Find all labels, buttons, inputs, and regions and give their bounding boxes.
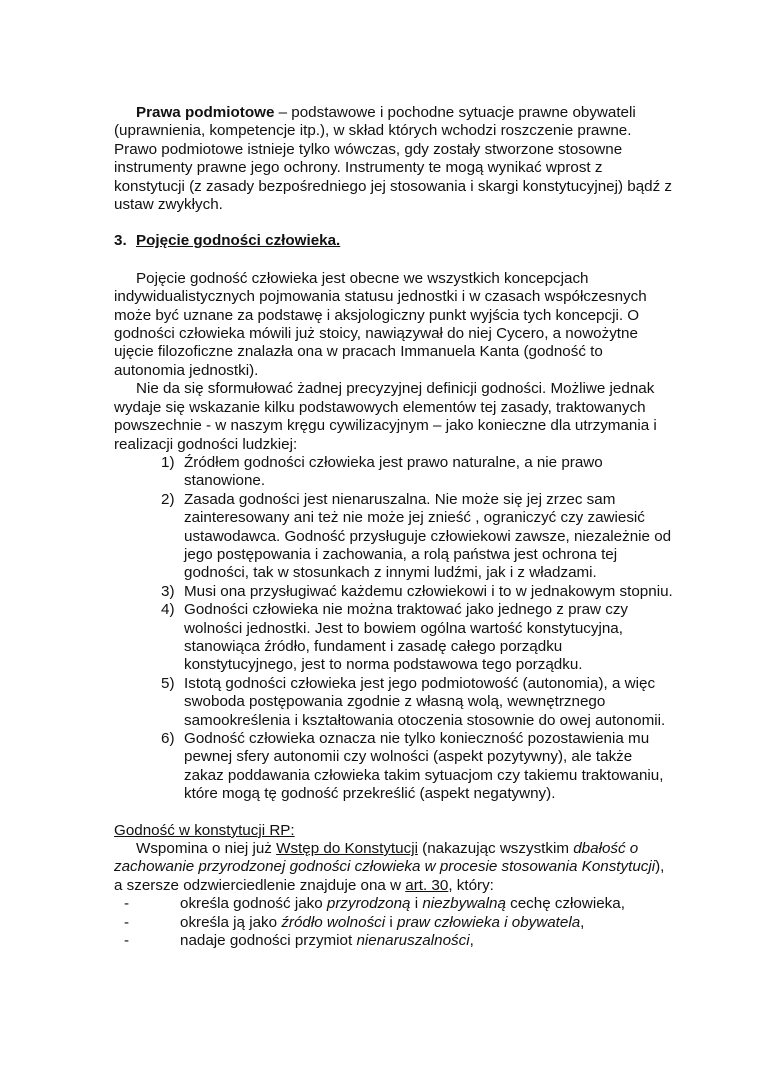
list-item-text: Zasada godności jest nienaruszalna. Nie może się jej zrzec sam zainteresowany ani też nie może jej znieść , ograniczyć czy zawiesić ustawodawca. Godność przysługuje człowiekowi zawsze, niezależnie od jego postępowania i zachowania, a rolą państwa jest ochrona tej godności, tak w stosunkach z innymi ludźmi, jak i z władzami.: [184, 490, 672, 582]
dash-text: nadaje godności przymiot: [180, 932, 357, 950]
list-item-text: Musi ona przysługiwać każdemu człowiekowi i to w jednakowym stopniu.: [184, 582, 673, 600]
dash-text: określa ją jako: [180, 913, 282, 931]
dash-marker: -: [124, 895, 130, 913]
paragraph-text: – podstawowe i pochodne sytuacje prawne obywateli (uprawnienia, kompetencje itp.), w skład których wchodzi roszczenie prawne. Prawo podmiotowe istnieje tylko wówczas, gdy zostały stworzone stosowne instrumenty prawne jego ochrony. Instrumenty te mogą wynikać wprost z konstytucji (z zasady bezpośredniego jej stosowania i skargi konstytucyjnej) bądź z ustaw zwykłych.: [114, 104, 672, 214]
konstytucja-heading: Godność w konstytucji RP:: [114, 821, 295, 839]
list-item: [114, 491, 674, 583]
list-item-text: Źródłem godności człowieka jest prawo naturalne, a nie prawo stanowione.: [184, 453, 603, 490]
section-heading-3: [114, 232, 674, 250]
dash-list-item: [114, 932, 674, 950]
art30-link[interactable]: art. 30: [405, 876, 449, 894]
list-number: 1): [161, 453, 175, 471]
list-item: [114, 583, 674, 601]
list-item: [114, 730, 674, 804]
list-number: 6): [161, 730, 175, 747]
list-number: 5): [161, 674, 175, 692]
list-item-text: Godności człowieka nie można traktować jako jednego z praw czy wolności jednostki. Jest to bowiem ogólna wartość konstytucyjna, stanowiąca źródło, fundament i zasadę całego porządku konstytucyjnego, jest to norma podstawowa tego porządku.: [184, 601, 629, 674]
konst-text-mid1: (nakazując wszystkim: [417, 840, 574, 858]
paragraph-prawa-podmiotowe: [114, 104, 674, 214]
dash-italic: źródło wolności: [281, 913, 386, 931]
bold-term: Prawa podmiotowe: [136, 104, 275, 121]
list-item: [114, 454, 674, 491]
dash-italic: niezbywalną: [422, 895, 506, 913]
section-number: 3.: [114, 232, 127, 250]
list-number: 2): [161, 490, 175, 508]
dash-marker: -: [124, 913, 130, 931]
paragraph-definicja: Nie da się sformułować żadnej precyzyjnej definicji godności. Możliwe jednak wydaje się wskazanie kilku podstawowych elementów tej zasady, traktowanych powszechnie - w naszym kręgu cywilizacyjnym – jako konieczne dla utrzymania i realizacji godności ludzkiej:: [114, 380, 657, 453]
dash-italic: praw człowieka i obywatela: [396, 913, 581, 931]
list-item-text: Istotą godności człowieka jest jego podmiotowość (autonomia), a więc swoboda postępowania zgodnie z własną wolą, wewnętrznego samookreślenia i kształtowania otoczenia stosownie do owej autonomii.: [184, 674, 666, 729]
dash-marker: -: [124, 932, 130, 950]
paragraph-konstytucja: [114, 840, 674, 895]
numbered-list: [114, 454, 674, 804]
konst-text-end: , który:: [448, 876, 494, 894]
list-item: [114, 675, 674, 730]
list-item-text: Godność człowieka oznacza nie tylko konieczność pozostawienia mu pewnej sfery autonomii czy wolności (aspekt pozytywny), ale także zakaz poddawania człowieka takim sytuacjom czy takiemu traktowaniu, które mogą tę godność przekreślić (aspekt negatywny).: [184, 730, 664, 803]
dash-list-item: [114, 914, 674, 932]
dash-list: [114, 895, 674, 950]
dash-text: ,: [469, 932, 474, 950]
list-item: [114, 601, 674, 675]
dash-text: ,: [580, 913, 585, 931]
document-content: [114, 104, 674, 950]
dash-italic: przyrodzoną: [326, 895, 411, 913]
dash-list-item: [114, 895, 674, 913]
wstep-link[interactable]: Wstęp do Konstytucji: [276, 840, 418, 858]
dash-text: i: [385, 913, 397, 931]
dash-text: cechę człowieka,: [505, 895, 625, 913]
dash-italic: nienaruszalności: [356, 932, 470, 950]
list-number: 3): [161, 582, 175, 600]
konst-text-start: Wspomina o niej już: [136, 840, 277, 858]
dash-text: określa godność jako: [180, 895, 327, 913]
konst-text-mid2: ), a szersze odzwierciedlenie znajduje ona w: [114, 858, 665, 894]
list-number: 4): [161, 601, 175, 619]
paragraph-pojecie: Pojęcie godność człowieka jest obecne we wszystkich koncepcjach indywidualistycznych pojmowania statusu jednostki i w czasach współczesnych może być uznane za podstawę i aksjologiczny punkt wyjścia tych koncepcji. O godności człowieka mówili już stoicy, nawiązywał do niej Cycero, a nowożytne ujęcie filozoficzne znalazła ona w pracach Immanuela Kanta (godność to autonomia jednostki).: [114, 269, 647, 379]
dash-text: i: [410, 895, 423, 913]
section-title: Pojęcie godności człowieka.: [136, 232, 341, 250]
konst-italic-quote: dbałość o zachowanie przyrodzonej godności człowieka w procesie stosowania Konstytucji: [114, 840, 656, 876]
